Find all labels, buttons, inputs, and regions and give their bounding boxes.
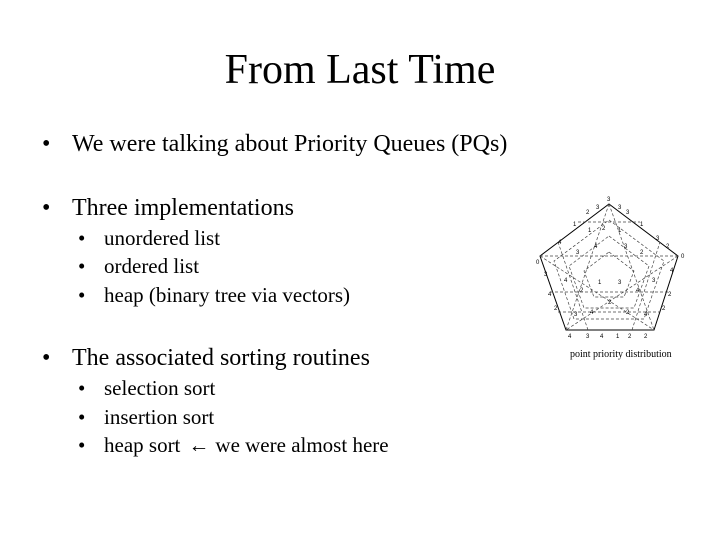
svg-text:1: 1 [616,334,620,340]
svg-text:2: 2 [640,250,644,256]
svg-text:2: 2 [554,306,558,312]
svg-text:2: 2 [666,244,670,250]
svg-text:2: 2 [644,334,648,340]
sub-bullet-text: heap (binary tree via vectors) [104,283,351,307]
sub-bullet-dot: • [78,254,86,278]
svg-text:1: 1 [588,228,592,234]
svg-text:3: 3 [656,236,660,242]
arrow-left-icon: ← [188,433,210,457]
sub-bullet-dot: • [78,433,86,457]
svg-text:2: 2 [580,288,584,294]
svg-text:3: 3 [574,312,578,318]
svg-text:0: 0 [536,260,540,266]
bullet-2 [42,193,294,223]
sub-bullet-insertion-sort [78,403,214,432]
sub-bullet-unordered-list [78,224,220,253]
sub-bullet-text: ordered list [104,254,200,278]
sub-bullet-text: heap sort [104,433,181,457]
sub-bullet-text: insertion sort [104,405,215,429]
svg-text:1: 1 [598,280,602,286]
sub-bullet-selection-sort [78,374,215,403]
svg-text:1: 1 [640,222,644,228]
bullet-dot: • [42,345,51,371]
svg-text:4: 4 [564,278,568,284]
svg-text:0: 0 [681,254,685,260]
svg-text:2: 2 [602,226,606,232]
bullet-dot: • [42,195,51,221]
svg-text:3: 3 [544,272,548,278]
sub-bullet-dot: • [78,405,86,429]
annotation-text: we were almost here [215,433,389,457]
bullet-3-text: The associated sorting routines [72,345,370,371]
svg-text:4: 4 [548,292,552,298]
svg-text:3: 3 [586,334,590,340]
figure-caption: point priority distribution [570,349,672,360]
svg-text:1: 1 [573,222,577,228]
svg-text:2: 2 [668,292,672,298]
svg-text:2: 2 [662,306,666,312]
svg-text:2: 2 [608,300,612,306]
svg-text:4: 4 [558,240,562,246]
pentagon-priority-figure [528,192,690,342]
svg-text:4: 4 [670,268,674,274]
svg-text:4: 4 [644,312,648,318]
bullet-2-text: Three implementations [72,195,294,221]
svg-text:4: 4 [594,244,598,250]
svg-text:2: 2 [626,310,630,316]
sub-bullet-heap-sort [78,431,389,460]
bullet-3 [42,343,370,373]
svg-text:2: 2 [628,334,632,340]
sub-bullet-dot: • [78,376,86,400]
sub-bullet-dot: • [78,283,86,307]
svg-text:3: 3 [607,197,611,203]
pentagon-outline [540,204,678,330]
svg-text:3: 3 [576,250,580,256]
slide-title: From Last Time [224,47,496,93]
svg-text:3: 3 [624,244,628,250]
bullet-dot: • [42,131,51,157]
svg-text:4: 4 [600,334,604,340]
bullet-1-text: We were talking about Priority Queues (PQs) [72,131,508,157]
svg-text:2: 2 [586,210,590,216]
bullet-1 [42,129,507,159]
sub-bullet-text: unordered list [104,226,221,250]
svg-text:3: 3 [618,205,622,211]
sub-bullet-text: selection sort [104,376,216,400]
svg-text:3: 3 [626,210,630,216]
svg-text:3: 3 [618,280,622,286]
sub-bullet-heap [78,281,350,310]
sub-bullet-ordered-list [78,252,199,281]
svg-text:4: 4 [568,334,572,340]
svg-text:1: 1 [618,228,622,234]
svg-text:4: 4 [636,288,640,294]
svg-text:4: 4 [590,310,594,316]
svg-text:3: 3 [652,278,656,284]
sub-bullet-dot: • [78,226,86,250]
svg-text:3: 3 [596,205,600,211]
